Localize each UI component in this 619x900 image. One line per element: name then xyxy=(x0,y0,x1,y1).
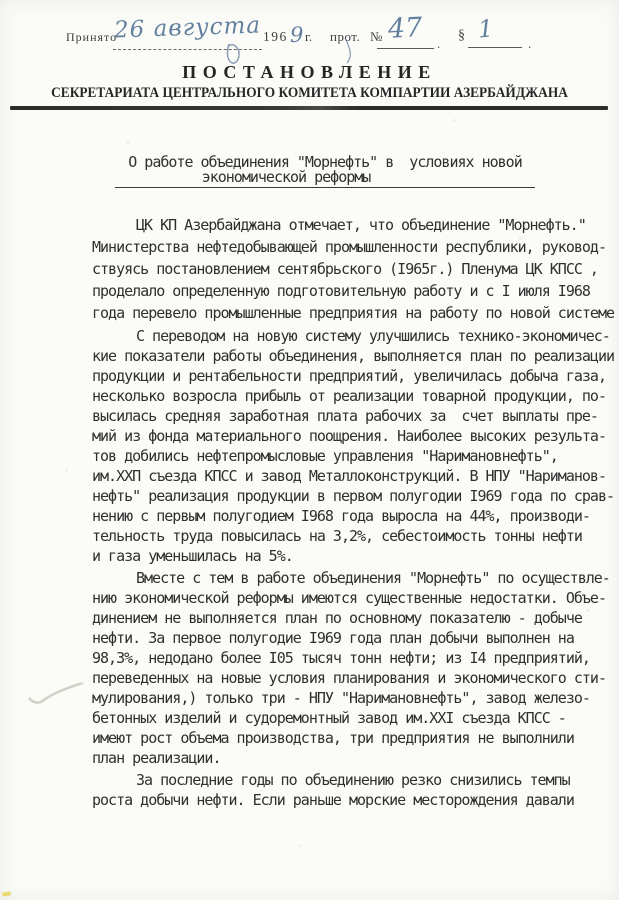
handwritten-protocol-number: 47 xyxy=(387,12,424,45)
letterhead-rule xyxy=(10,106,608,110)
accepted-label: Принято xyxy=(66,30,118,44)
text-line: высилась средняя заработная плата рабочих за счет выплаты пре- xyxy=(92,407,598,425)
text-line: Министерства нефтедобывающей промышленности республики, руковод- xyxy=(92,238,606,256)
subject-title xyxy=(115,155,535,188)
text-line: им.ХХП съезда КПСС и завод Металлоконструкций. В НПУ "Нариманов- xyxy=(92,467,606,485)
text-line: продукции и рентабельности предприятий, увеличилась добыча газа, xyxy=(92,367,606,385)
paragraph xyxy=(92,214,617,324)
text-line: тельность труда повысилась на 3,2%, себестоимость тонны нефти xyxy=(92,527,582,545)
text-line: мий из фонда материального поощрения. Наиболее высоких результа- xyxy=(92,427,606,445)
letterhead-title: ПОСТАНОВЛЕНИЕ xyxy=(182,62,437,82)
text-line: ствуясь постановлением сентябрьского (I965г.) Пленума ЦК КПСС , xyxy=(92,260,598,278)
pencil-check-mark xyxy=(26,676,86,716)
form-dot: . xyxy=(437,36,441,51)
text-line: ЦК КП Азербайджана отмечает, что объединение "Морнефть." xyxy=(136,216,586,234)
text-line: несколько возросла прибыль от реализации товарной продукции, по- xyxy=(92,387,606,405)
letterhead-subtitle: СЕКРЕТАРИАТА ЦЕНТРАЛЬНОГО КОМИТЕТА КОМПАРТИИ АЗЕРБАЙДЖАНА xyxy=(51,85,568,101)
text-line: нефть" реализация продукции в первом полугодии I969 года по срав- xyxy=(92,487,614,505)
text-line: и газа уменьшилась на 5%. xyxy=(92,547,293,565)
text-line: переведенных на новые условия планирования и экономического сти- xyxy=(92,669,606,687)
section-number-field xyxy=(468,15,522,48)
text-line: проделало определенную подготовительную работу и с I июля I968 xyxy=(92,282,590,300)
text-line: года перевело промышленные предприятия на работу по новой системе xyxy=(92,304,614,322)
scan-speck xyxy=(2,891,11,896)
text-line: С переводом на новую систему улучшились технико-экономичес- xyxy=(136,327,610,345)
paragraph xyxy=(92,568,617,768)
text-line: план реализации. xyxy=(92,749,221,767)
text-line: мулирования,) только три - НПУ "Наримановнефть", завод железо- xyxy=(92,689,590,707)
text-line: нию экономической реформы имеются существенные недостатки. Объе- xyxy=(92,589,606,607)
subject-line: О работе объединения "Морнефть" в условиях новой xyxy=(128,153,522,171)
paragraph xyxy=(92,326,617,566)
text-line: нению с первым полугодием I968 года выросла на 44%, производи- xyxy=(92,507,590,525)
protocol-label: прот. № xyxy=(330,29,383,44)
subject-line: экономической реформы xyxy=(201,168,371,186)
year-suffix: г. xyxy=(305,29,313,44)
text-line: кие показатели работы объединения, выполняется план по реализации xyxy=(92,347,614,365)
text-line: динением не выполняется план по основному показателю - добыче xyxy=(92,609,582,627)
text-line: бетонных изделий и судоремонтный завод им.ХХI съезда КПСС - xyxy=(92,709,566,727)
year-prefix: 196 xyxy=(263,29,288,44)
section-sign: § xyxy=(458,28,465,43)
text-line: роста добычи нефти. Если раньше морские месторождения давали xyxy=(92,791,574,809)
document-body xyxy=(92,214,617,810)
handwritten-date: 26 августа xyxy=(113,12,262,44)
text-line: За последние годы по объединению резко снизились темпы xyxy=(136,771,570,789)
handwritten-section-number: 1 xyxy=(477,14,495,44)
form-dot: . xyxy=(528,36,532,51)
text-line: Вместе с тем в работе объединения "Морнефть" по осуществле- xyxy=(136,569,610,587)
text-line: тов добились нефтепромысловые управления "Наримановнефть", xyxy=(92,447,558,465)
text-line: имеют рост объема производства, три предприятия не выполнили xyxy=(92,729,574,747)
text-line: нефти. За первое полугодие I969 года план добычи выполнен на xyxy=(92,629,574,647)
paragraph xyxy=(92,770,617,810)
text-line: 98,3%, недодано более I05 тысяч тонн нефти; из I4 предприятий, xyxy=(92,649,590,667)
paper-noise xyxy=(0,0,1,1)
handwritten-year-digit: 9 xyxy=(290,23,304,47)
